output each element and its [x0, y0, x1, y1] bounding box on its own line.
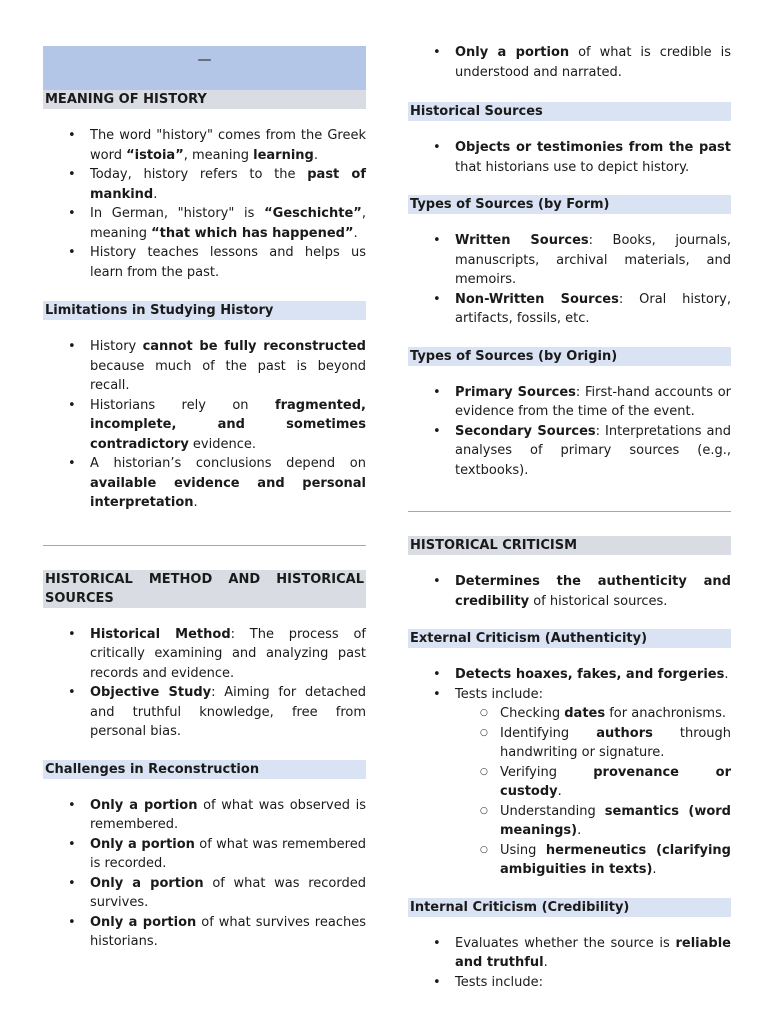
list-item: • Primary Sources: First-hand accounts or evidence from the time of the event.: [455, 383, 731, 422]
by-origin-list: [408, 383, 731, 481]
list-item: • Only a portion of what was recorded survives.: [90, 874, 366, 913]
list-item: • Only a portion of what is credible is understood and narrated.: [455, 43, 731, 82]
section-heading-challenges: Challenges in Reconstruction: [43, 760, 366, 779]
section-heading-criticism: HISTORICAL CRITICISM: [408, 536, 731, 555]
section-heading-limitations: Limitations in Studying History: [43, 301, 366, 320]
right-column: [408, 43, 731, 992]
list-item: • Detects hoaxes, fakes, and forgeries.: [455, 665, 731, 685]
list-item: • Written Sources: Books, journals, manuscripts, archival materials, and memoirs.: [455, 231, 731, 290]
list-item: • Only a portion of what was observed is remembered.: [90, 796, 366, 835]
list-item: • Evaluates whether the source is reliable and truthful.: [455, 934, 731, 973]
banner-mark: —: [197, 52, 212, 68]
list-item: • Historical Method: The process of critically examining and analyzing past records and evidence.: [90, 625, 366, 684]
list-item: ○ Using hermeneutics (clarifying ambiguities in texts).: [500, 841, 731, 880]
section-heading-by-form: Types of Sources (by Form): [408, 195, 731, 214]
list-item: • Today, history refers to the past of mankind.: [90, 165, 366, 204]
external-list: [408, 665, 731, 880]
list-item: • Tests include: ○ Checking dates for anachronisms. ○ Identifying authors through handwriting or signature. ○ Verifying provenance or custody. ○ Understanding semantics (word meanings). ○ Using hermeneutics (clarifying ambiguities in texts).: [455, 685, 731, 880]
title-banner: [43, 46, 366, 90]
list-item: • Only a portion of what was remembered is recorded.: [90, 835, 366, 874]
section-divider: [43, 545, 366, 546]
list-item: ○ Understanding semantics (word meanings).: [500, 802, 731, 841]
left-column: [43, 46, 366, 952]
section-heading-internal: Internal Criticism (Credibility): [408, 898, 731, 917]
list-item: • The word "history" comes from the Greek word “istoia”, meaning learning.: [90, 126, 366, 165]
challenges-continued-list: [408, 43, 731, 82]
external-tests-list: [455, 704, 731, 880]
section-heading-sources: Historical Sources: [408, 102, 731, 121]
challenges-list: [43, 796, 366, 952]
list-item: • Objects or testimonies from the past that historians use to depict history.: [455, 138, 731, 177]
list-item: • Historians rely on fragmented, incomplete, and sometimes contradictory evidence.: [90, 396, 366, 455]
criticism-list: [408, 572, 731, 611]
by-form-list: [408, 231, 731, 329]
list-item: • History cannot be fully reconstructed because much of the past is beyond recall.: [90, 337, 366, 396]
list-item: • Determines the authenticity and credibility of historical sources.: [455, 572, 731, 611]
list-item: ○ Identifying authors through handwriting or signature.: [500, 724, 731, 763]
limitations-list: [43, 337, 366, 513]
method-list: [43, 625, 366, 742]
list-item: • Only a portion of what survives reaches historians.: [90, 913, 366, 952]
internal-list: [408, 934, 731, 993]
section-heading-meaning: MEANING OF HISTORY: [43, 90, 366, 109]
list-item: • Secondary Sources: Interpretations and analyses of primary sources (e.g., textbooks).: [455, 422, 731, 481]
list-item: ○ Checking dates for anachronisms.: [500, 704, 731, 724]
list-item: • Non-Written Sources: Oral history, artifacts, fossils, etc.: [455, 290, 731, 329]
sources-list: [408, 138, 731, 177]
list-item: • In German, "history" is “Geschichte”, meaning “that which has happened”.: [90, 204, 366, 243]
list-item: • A historian’s conclusions depend on available evidence and personal interpretation.: [90, 454, 366, 513]
list-item: • History teaches lessons and helps us learn from the past.: [90, 243, 366, 282]
list-item: • Tests include:: [455, 973, 731, 993]
meaning-list: [43, 126, 366, 282]
section-heading-external: External Criticism (Authenticity): [408, 629, 731, 648]
section-divider: [408, 511, 731, 512]
list-item: • Objective Study: Aiming for detached and truthful knowledge, free from personal bias.: [90, 683, 366, 742]
section-heading-method: HISTORICAL METHOD AND HISTORICAL SOURCES: [45, 571, 364, 606]
section-heading-by-origin: Types of Sources (by Origin): [408, 347, 731, 366]
list-item: ○ Verifying provenance or custody.: [500, 763, 731, 802]
